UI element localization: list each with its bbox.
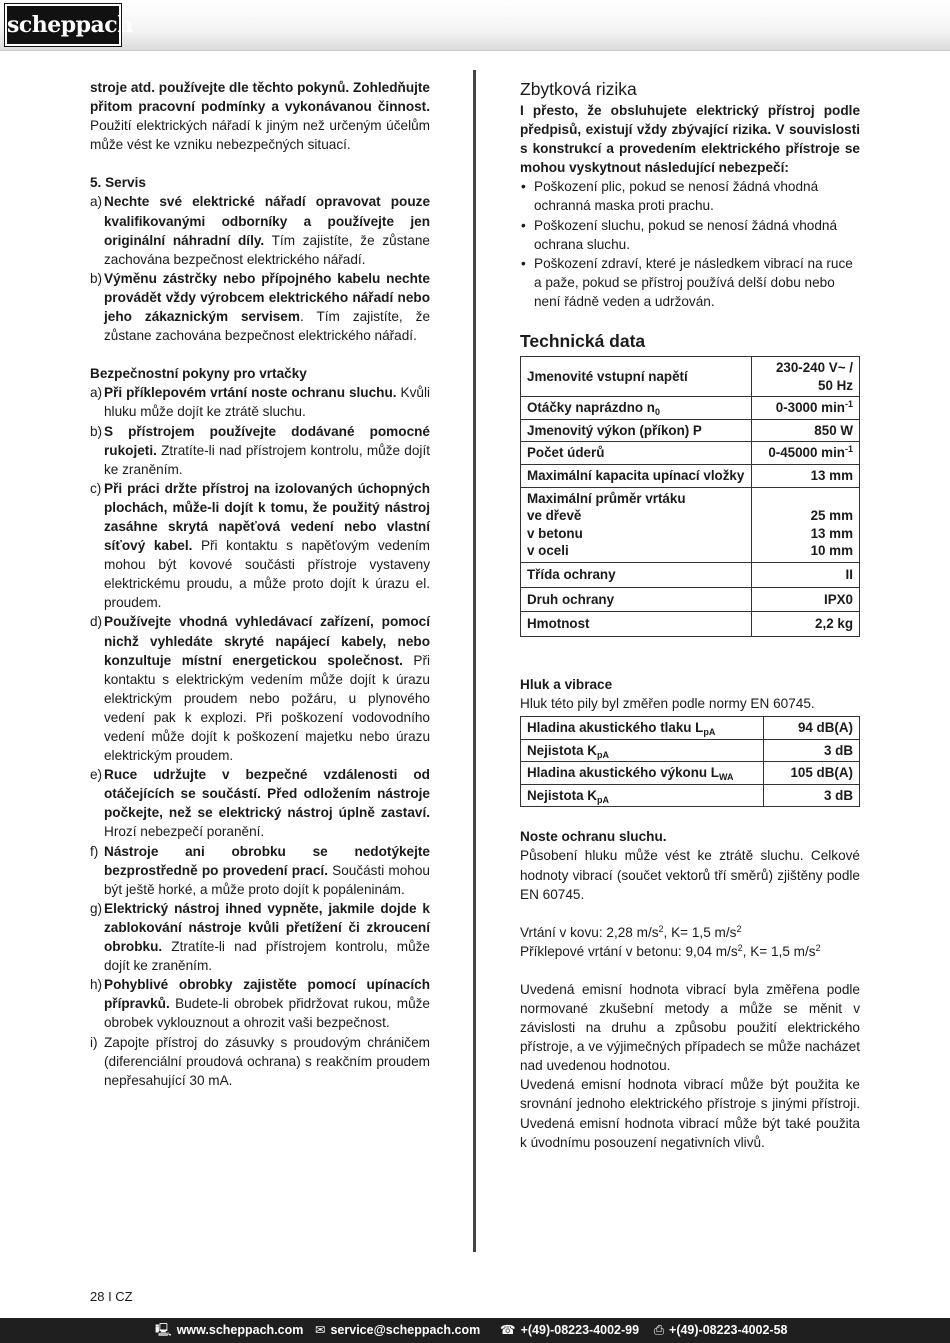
- header-band: [0, 0, 950, 51]
- vibration-metal: Vrtání v kovu: 2,28 $m/s^2$, K= 1,5 $m/s^2$: [520, 923, 742, 940]
- right-column: [520, 78, 860, 1152]
- intro-text: Použití elektrických nářadí k jiným než určeným účelům může vést ke vzniku nebezpečných situací.: [90, 118, 430, 153]
- servis-item-b: b) Výměnu zástrčky nebo přípojného kabelu nechte provádět vždy výrobcem elektrického nářadí nebo jeho zákaznickým servisem. Tím zajistíte, že zůstane zachována bezpečnost elektrického nářadí.: [90, 270, 430, 344]
- risk-item: • Poškození plic, pokud se nenosí žádná vhodná ochranná maska proti prachu.: [520, 177, 860, 215]
- table-row: Jmenovitý výkon (příkon) P 850 W: [521, 419, 860, 442]
- hearing-protection-heading: Noste ochranu sluchu.: [520, 829, 667, 845]
- table-row: Třída ochrany II: [521, 562, 860, 587]
- noise-heading: Hluk a vibrace: [520, 676, 613, 692]
- scheppach-logo: scheppach: [5, 4, 121, 46]
- footer-fax: ⎙ +(49)-08223-4002-58: [654, 1318, 788, 1343]
- table-row: Maximální průměr vrtáku ve dřevě v betonu v oceli 25 mm 13 mm 10 mm: [521, 487, 860, 562]
- emission-paragraph: Uvedená emisní hodnota vibrací byla změřena podle normované zkušební metody a může se měnit v závislosti na druhu a způsobu použití elektrického přístroje, a ve výjimečných případech se může nacházet nad uvedenou hodnotou.: [520, 981, 860, 1074]
- left-column: [90, 78, 430, 1090]
- drill-item-i: i) Zapojte přístroj do zásuvky s proudovým chráničem (diferenciální proudová ochrana) s reakčním proudem nepřesahující 30 mA.: [90, 1034, 430, 1088]
- residual-risks-intro: I přesto, že obsluhujete elektrický přístroj podle předpisů, existují vždy zbývající rizika. V souvislosti s konstrukcí a provedením elektrického přístroje se mohou vyskytnout následující nebezpečí:: [520, 103, 860, 176]
- vibration-concrete: Příklepové vrtání v betonu: 9,04 $m/s^2$, K= 1,5 $m/s^2$: [520, 942, 821, 959]
- table-row: Hladina akustického tlaku $L_{pA}$ 94 dB(A): [521, 716, 860, 739]
- computer-icon: 🖳: [155, 1323, 172, 1337]
- mail-icon: ✉: [315, 1323, 326, 1337]
- fax-icon: ⎙: [654, 1323, 665, 1337]
- table-row: Druh ochrany IPX0: [521, 587, 860, 612]
- drill-item-h: h) Pohyblivé obrobky zajistěte pomocí upínacích přípravků. Budete-li obrobek přidržovat rukou, může obrobek vyklouznout a ohrozit vaši bezpečnost.: [90, 977, 430, 1031]
- emission-paragraph: Uvedená emisní hodnota vibrací může být použita ke srovnání jednoho elektrického přístroje s jinými přístroji. Uvedená emisní hodnota vibrací může být také použita k úvodnímu posouzení negativních vlivů.: [520, 1077, 860, 1150]
- drill-item-e: e) Ruce udržujte v bezpečné vzdálenosti od otáčejících se součástí. Před odložením nástroje počkejte, než se elektrický nástroj úplně zastaví. Hrozí nebezpečí poranění.: [90, 767, 430, 840]
- phone-icon: ☎: [500, 1323, 516, 1337]
- column-divider: [473, 70, 476, 1252]
- technical-data-heading: Technická data: [520, 331, 646, 352]
- page-number: 28 I CZ: [90, 1289, 133, 1304]
- drill-item-d: d) Používejte vhodná vyhledávací zařízení, pomocí nichž vyhledáte skryté napájecí kabely, nebo konzultuje místní energetickou společnost. Při kontaktu s elektrickým vedením může dojít k úrazu elektrickým proudem nebo požáru, u plynového vedení pak k explozi. Při poškození vodovodního vedení může dojít k poškození majetku nebo úrazu elektrickým proudem.: [90, 614, 431, 764]
- intro-paragraph: [90, 78, 430, 154]
- table-row: Nejistota $K_{pA}$ 3 dB: [521, 784, 860, 807]
- table-row: Jmenovité vstupní napětí 230-240 V~ / 50 Hz: [521, 357, 860, 397]
- table-row: Počet úderů 0-45000 $\min^{-1}$: [521, 442, 860, 465]
- drill-item-f: f) Nástroje ani obrobku se nedotýkejte bezprostředně po provedení prací. Součásti mohou být ještě horké, a může proto dojít k popáleninám.: [90, 843, 430, 897]
- servis-heading: 5. Servis: [90, 175, 146, 191]
- drill-item-c: c) Při práci držte přístroj na izolovaných úchopných plochách, může-li dojít k tomu, že použitý nástroj zasáhne skrytá napěťová vedení nebo vlastní síťový kabel. Při kontaktu s napěťovým vedením mohou být kovové součásti přístroje vystaveny elektrickému proudu, a může proto dojít k úrazu el. proudem.: [90, 480, 430, 611]
- risk-item: • Poškození sluchu, pokud se nenosí žádná vhodná ochrana sluchu.: [520, 216, 860, 254]
- technical-data-table: [520, 356, 860, 637]
- hearing-text: Působení hluku může vést ke ztrátě sluchu. Celkové hodnoty vibrací (součet vektorů tří směrů) zjištěny podle EN 60745.: [520, 848, 860, 902]
- footer-web[interactable]: 🖳 www.scheppach.com: [155, 1318, 303, 1343]
- noise-table: [520, 716, 860, 807]
- residual-risks-heading: Zbytková rizika: [520, 79, 637, 99]
- footer-phone: ☎ +(49)-08223-4002-99: [500, 1318, 639, 1343]
- drill-item-a: a) Při příklepovém vrtání noste ochranu sluchu. Kvůli hluku může dojít ke ztrátě sluchu.: [90, 385, 430, 420]
- table-row: Hmotnost 2,2 kg: [521, 612, 860, 637]
- servis-item-a: a) Nechte své elektrické nářadí opravovat pouze kvalifikovanými odborníky a používejte jen originální náhradní díly. Tím zajistíte, že zůstane zachována bezpečnost elektrického nářadí.: [90, 194, 430, 267]
- table-row: Nejistota $K_{pA}$ 3 dB: [521, 739, 860, 762]
- drill-item-g: g) Elektrický nástroj ihned vypněte, jakmile dojde k zablokování nástroje kvůli přetížení či zkroucení obrobku. Ztratíte-li nad přístrojem kontrolu, může dojít ke zraněním.: [90, 900, 430, 974]
- table-row: Maximální kapacita upínací vložky 13 mm: [521, 465, 860, 488]
- intro-bold: stroje atd. používejte dle těchto pokynů. Zohledňujte přitom pracovní podmínky a vykonávanou činnost.: [90, 80, 430, 115]
- drill-item-b: b) S přístrojem používejte dodávané pomocné rukojeti. Ztratíte-li nad přístrojem kontrolu, může dojít ke zraněním.: [90, 423, 430, 477]
- table-row: Otáčky naprázdno $n_0$ 0-3000 $\min^{-1}$: [521, 397, 860, 420]
- footer-email[interactable]: ✉ service@scheppach.com: [315, 1318, 480, 1343]
- footer-band: [0, 1318, 950, 1343]
- table-row: Hladina akustického výkonu $L_{WA}$ 105 dB(A): [521, 762, 860, 785]
- noise-intro: Hluk této pily byl změřen podle normy EN 60745.: [520, 695, 815, 711]
- drill-safety-heading: Bezpečnostní pokyny pro vrtačky: [90, 366, 307, 382]
- risk-item: • Poškození zdraví, které je následkem vibrací na ruce a paže, pokud se přístroj používá delší dobu nebo není řádně veden a udržován.: [520, 254, 860, 311]
